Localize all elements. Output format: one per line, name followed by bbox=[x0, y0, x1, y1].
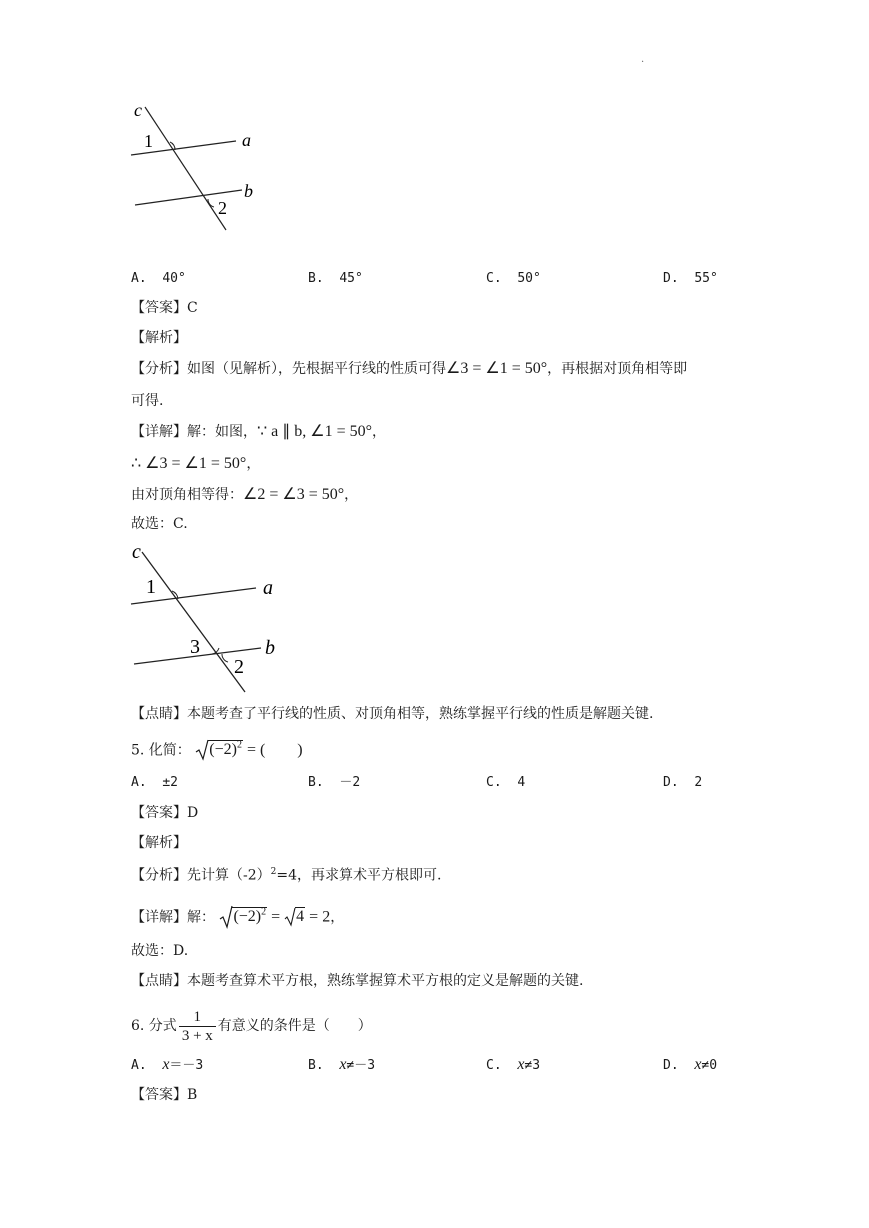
fig2-label-1: 1 bbox=[146, 576, 156, 598]
fig1-label-2: 2 bbox=[218, 198, 227, 218]
q5-answer: 【答案】D bbox=[131, 805, 199, 821]
q6-option-c: C. x≠3 bbox=[486, 1056, 541, 1073]
fig2-label-b: b bbox=[265, 637, 275, 659]
angle-2-arc bbox=[222, 654, 228, 662]
q6-option-a: A. x＝－3 bbox=[131, 1056, 204, 1073]
q5-fenxi: 【分析】先计算$(-2)^2=4$，再求算术平方根即可. bbox=[131, 867, 442, 884]
q4-analysis-head: 【解析】 bbox=[131, 330, 187, 346]
q4-vertical-angles: 由对顶角相等得：∠2 = ∠3 = 50°， bbox=[131, 486, 359, 503]
fig2-label-3: 3 bbox=[190, 636, 200, 658]
q5-stem: 5. 化简： $(-2)^2$ = ( ) bbox=[131, 736, 303, 761]
q6-answer: 【答案】B bbox=[131, 1087, 198, 1103]
figure-1-parallel-lines bbox=[128, 96, 268, 236]
q6-stem: 6. 分式 $\frac{1}{3 + x}$ 有意义的条件是（ ） bbox=[131, 1008, 372, 1044]
q5-detail: 【详解】解： $(-2)^2 = 4 = 2$， bbox=[131, 903, 344, 929]
q5-option-a: A. ±2 bbox=[131, 775, 178, 790]
q4-option-c: C. 50° bbox=[486, 271, 541, 286]
q6-option-b: B. x≠－3 bbox=[308, 1056, 376, 1073]
figure-2-parallel-lines bbox=[128, 538, 298, 698]
q4-therefore: ∴ ∠3 = ∠1 = 50°， bbox=[131, 455, 261, 472]
q4-answer: 【答案】C bbox=[131, 300, 198, 316]
q5-option-d: D. 2 bbox=[663, 775, 703, 790]
fig2-label-a: a bbox=[263, 577, 273, 599]
q4-fenxi: 【分析】如图（见解析），先根据平行线的性质可得∠3 = ∠1 = 50°，再根据对顶角相等即 bbox=[131, 360, 688, 377]
q5-analysis-head: 【解析】 bbox=[131, 835, 187, 851]
fig1-label-a: a bbox=[242, 130, 251, 150]
q4-option-d: D. 55° bbox=[663, 271, 718, 286]
q4-option-a: A. 40° bbox=[131, 271, 186, 286]
q4-option-b: B. 45° bbox=[308, 271, 363, 286]
q5-option-b: B. －2 bbox=[308, 775, 361, 790]
q4-detail: 【详解】解：如图，∵ a ∥ b, ∠1 = 50°， bbox=[131, 423, 387, 440]
q4-comment: 【点睛】本题考查了平行线的性质、对顶角相等，熟练掌握平行线的性质是解题关键. bbox=[131, 706, 654, 722]
q6-fraction: $\frac{1}{3 + x}$ bbox=[179, 1008, 216, 1045]
q5-comment: 【点睛】本题考查算术平方根，熟练掌握算术平方根的定义是解题的关键. bbox=[131, 973, 584, 989]
q4-fenxi-line2: 可得. bbox=[131, 393, 164, 409]
fig1-label-b: b bbox=[244, 181, 253, 201]
q5-choose: 故选：D. bbox=[131, 943, 189, 959]
fig1-label-1: 1 bbox=[144, 131, 153, 151]
q4-choose: 故选：C. bbox=[131, 516, 188, 532]
fig2-label-2: 2 bbox=[234, 656, 244, 678]
fig1-label-c: c bbox=[134, 100, 142, 120]
angle-2-arc bbox=[208, 199, 214, 207]
fig2-label-c: c bbox=[132, 541, 141, 563]
line-c bbox=[142, 552, 245, 692]
q5-option-c: C. 4 bbox=[486, 775, 526, 790]
corner-dot: . bbox=[641, 54, 645, 65]
q6-option-d: D. x≠0 bbox=[663, 1056, 718, 1073]
line-c bbox=[145, 107, 226, 230]
